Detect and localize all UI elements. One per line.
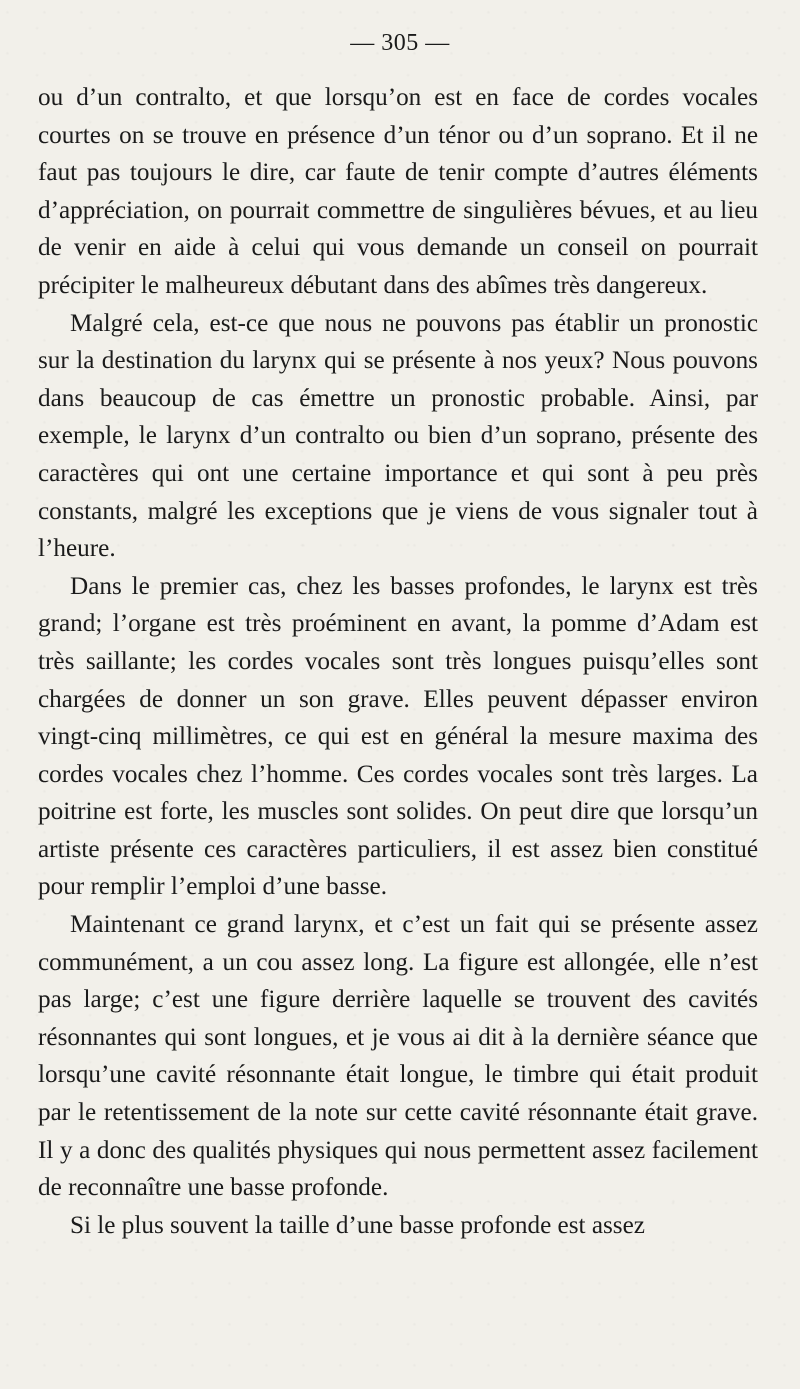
paragraph-5: Si le plus souvent la taille d’une basse profonde est assez [70, 1211, 645, 1239]
paragraph-3: Dans le premier cas, chez les basses profondes, le larynx est très grand; l’organe est très proéminent en avant, la pomme d’Adam est très saillante; les cordes vocales sont très longues puisqu’elles sont chargées de donner un son grave. Elles peuvent dépasser environ vingt-cinq millimètres, ce qui est en général la mesure maxima des cordes vocales chez l’homme. Ces cordes vocales sont très larges. La poitrine est forte, les muscles sont solides. On peut dire que lorsqu’un artiste présente ces caractères particuliers, il est assez bien constitué pour remplir l’emploi d’une basse. [38, 572, 758, 901]
paragraph-1: ou d’un contralto, et que lorsqu’on est en face de cordes vocales courtes on se trouve en présence d’un ténor ou d’un soprano. Et il ne faut pas toujours le dire, car faute de tenir compte d’autres éléments d’appréciation, on pourrait commettre de singulières bévues, et au lieu de venir en aide à celui qui vous demande un conseil on pourrait précipiter le malheureux débutant dans des abîmes très dangereux. [38, 84, 758, 299]
paragraph-4: Maintenant ce grand larynx, et c’est un fait qui se présente assez communément, a un cou assez long. La figure est allongée, elle n’est pas large; c’est une figure derrière laquelle se trouvent des cavités résonnantes qui sont longues, et je vous ai dit à la dernière séance que lorsqu’une cavité résonnante était longue, le timbre qui était produit par le retentissement de la note sur cette cavité résonnante était grave. Il y a donc des qualités physiques qui nous permettent assez facilement de reconnaître une basse profonde. [38, 911, 758, 1202]
page-number: — 305 — [350, 30, 450, 56]
paragraph-2: Malgré cela, est-ce que nous ne pouvons pas établir un pronostic sur la destination du larynx qui se présente à nos yeux? Nous pouvons dans beaucoup de cas émettre un pronostic probable. Ainsi, par exemple, le larynx d’un contralto ou bien d’un soprano, présente des caractères qui ont une certaine importance et qui sont à peu près constants, malgré les exceptions que je viens de vous signaler tout à l’heure. [38, 309, 758, 563]
body-text [38, 79, 758, 1244]
